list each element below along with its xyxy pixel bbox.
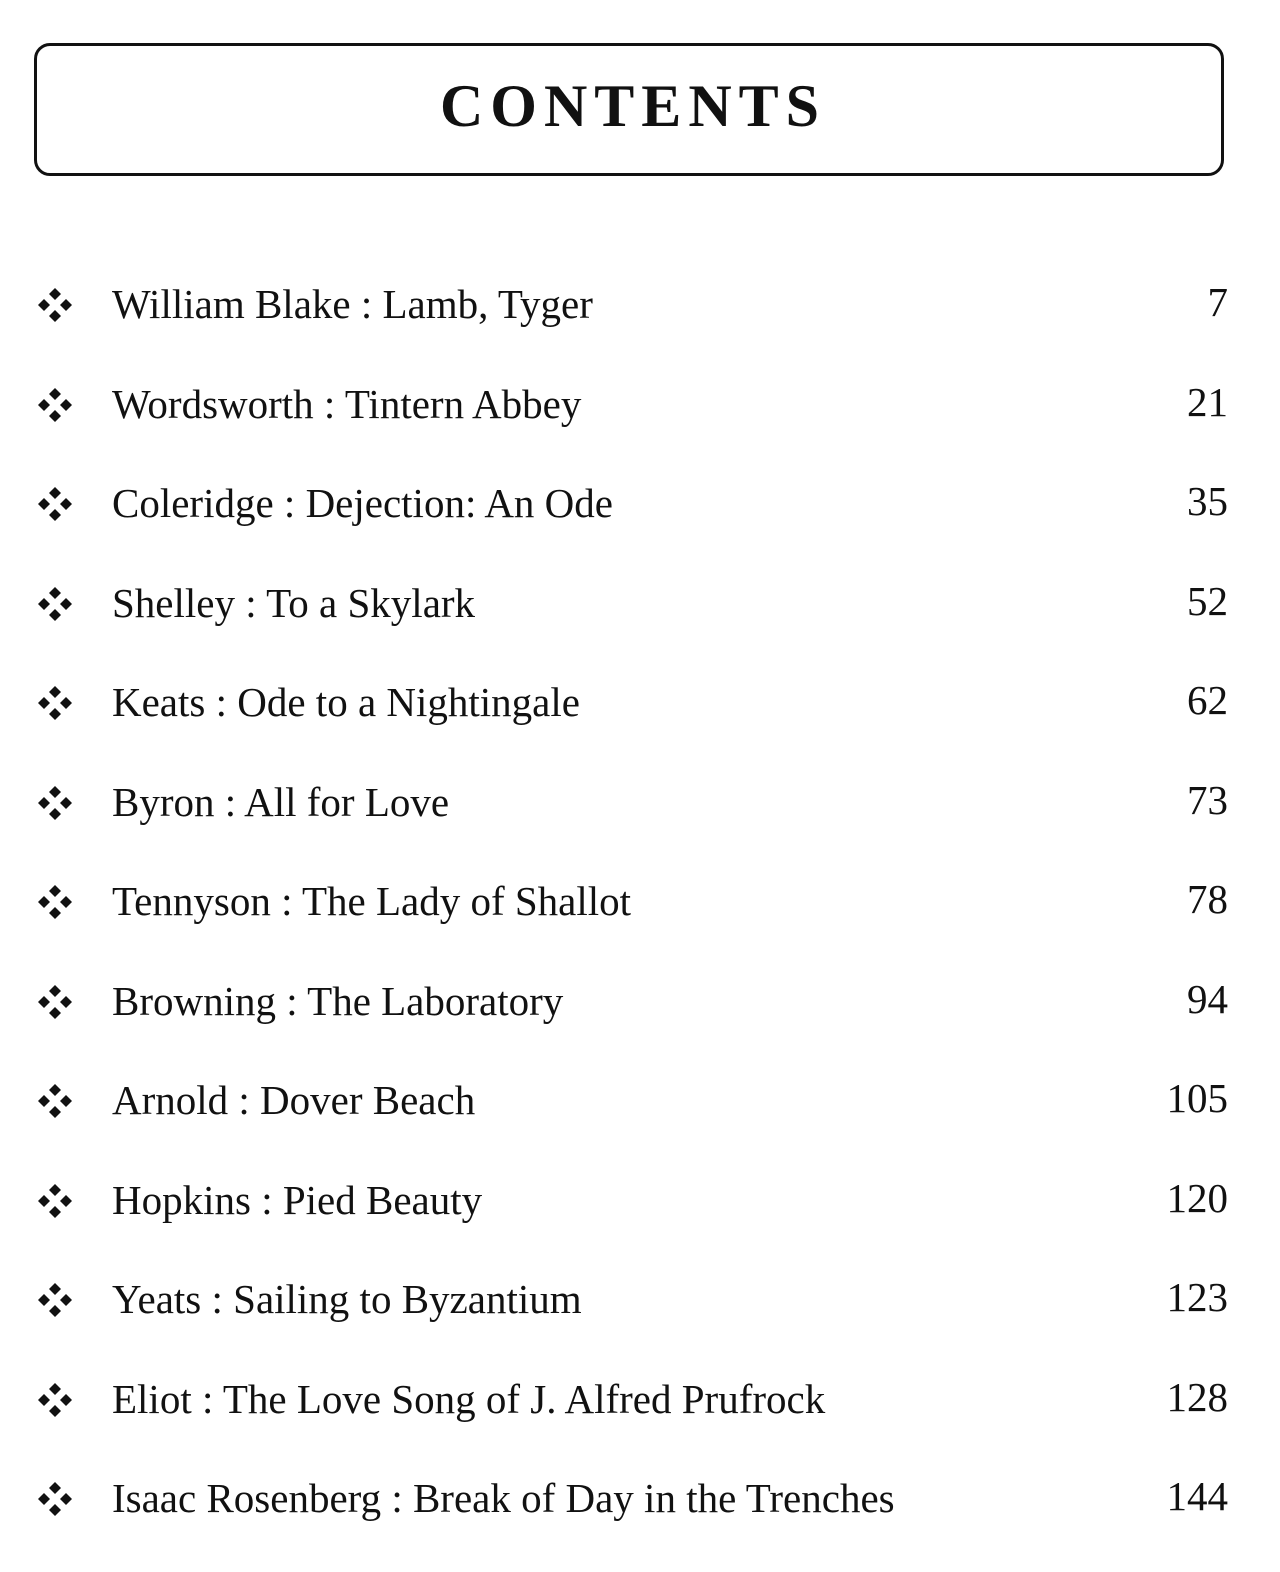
four-diamond-bullet-icon <box>38 1383 72 1417</box>
toc-entry-title: Browning : The Laboratory <box>112 977 564 1024</box>
toc-page-number: 78 <box>1187 876 1228 922</box>
toc-entry[interactable] <box>0 1154 1280 1254</box>
toc-entry-title: Yeats : Sailing to Byzantium <box>112 1276 582 1322</box>
toc-entry-title: Tennyson : The Lady of Shallot <box>112 878 632 924</box>
page-title: CONTENTS <box>439 73 827 139</box>
toc-entry[interactable] <box>0 1054 1280 1154</box>
toc-entry[interactable] <box>0 1353 1280 1453</box>
toc-page-number: 73 <box>1187 776 1228 823</box>
four-diamond-bullet-icon <box>38 388 72 422</box>
toc-page-number: 105 <box>1166 1075 1228 1121</box>
toc-entry-title: Shelley : To a Skylark <box>112 579 476 626</box>
four-diamond-bullet-icon <box>38 1482 72 1516</box>
toc-entry-title: Arnold : Dover Beach <box>112 1077 476 1123</box>
toc-entry-title: Wordsworth : Tintern Abbey <box>112 380 582 427</box>
toc-page-number: 128 <box>1166 1373 1228 1420</box>
toc-page-number: 62 <box>1187 677 1228 723</box>
toc-page-number: 120 <box>1166 1174 1228 1221</box>
toc-entry[interactable] <box>0 955 1280 1055</box>
toc-entry-title: Hopkins : Pied Beauty <box>112 1176 483 1223</box>
toc-page-number: 144 <box>1166 1473 1228 1519</box>
toc-entry[interactable] <box>0 358 1280 458</box>
four-diamond-bullet-icon <box>38 1084 72 1118</box>
four-diamond-bullet-icon <box>38 288 72 322</box>
four-diamond-bullet-icon <box>38 885 72 919</box>
toc-entry[interactable] <box>0 656 1280 756</box>
toc-entry[interactable] <box>0 855 1280 955</box>
toc-entry-title: Isaac Rosenberg : Break of Day in the Trenches <box>112 1475 895 1521</box>
toc-page-number: 35 <box>1187 478 1228 524</box>
toc-entry[interactable] <box>0 557 1280 657</box>
four-diamond-bullet-icon <box>38 1283 72 1317</box>
toc-entry[interactable] <box>0 258 1280 358</box>
toc-page-number: 7 <box>1207 279 1228 325</box>
toc-entry[interactable] <box>0 756 1280 856</box>
toc-entry-title: Eliot : The Love Song of J. Alfred Prufrock <box>112 1375 826 1422</box>
toc-entry[interactable] <box>0 1253 1280 1353</box>
toc-entry[interactable] <box>0 457 1280 557</box>
four-diamond-bullet-icon <box>38 587 72 621</box>
toc-entry[interactable] <box>0 1452 1280 1552</box>
four-diamond-bullet-icon <box>38 786 72 820</box>
four-diamond-bullet-icon <box>38 985 72 1019</box>
toc-page-number: 123 <box>1166 1274 1228 1320</box>
contents-title-box <box>34 43 1224 176</box>
toc-entry-title: Byron : All for Love <box>112 778 450 825</box>
toc-entry-title: William Blake : Lamb, Tyger <box>112 281 593 327</box>
toc-entry-title: Keats : Ode to a Nightingale <box>112 679 580 725</box>
four-diamond-bullet-icon <box>38 686 72 720</box>
four-diamond-bullet-icon <box>38 487 72 521</box>
four-diamond-bullet-icon <box>38 1184 72 1218</box>
toc-page-number: 52 <box>1187 577 1228 624</box>
table-of-contents <box>0 258 1280 1552</box>
toc-page-number: 94 <box>1187 975 1228 1022</box>
toc-page-number: 21 <box>1187 378 1228 425</box>
toc-entry-title: Coleridge : Dejection: An Ode <box>112 480 613 526</box>
